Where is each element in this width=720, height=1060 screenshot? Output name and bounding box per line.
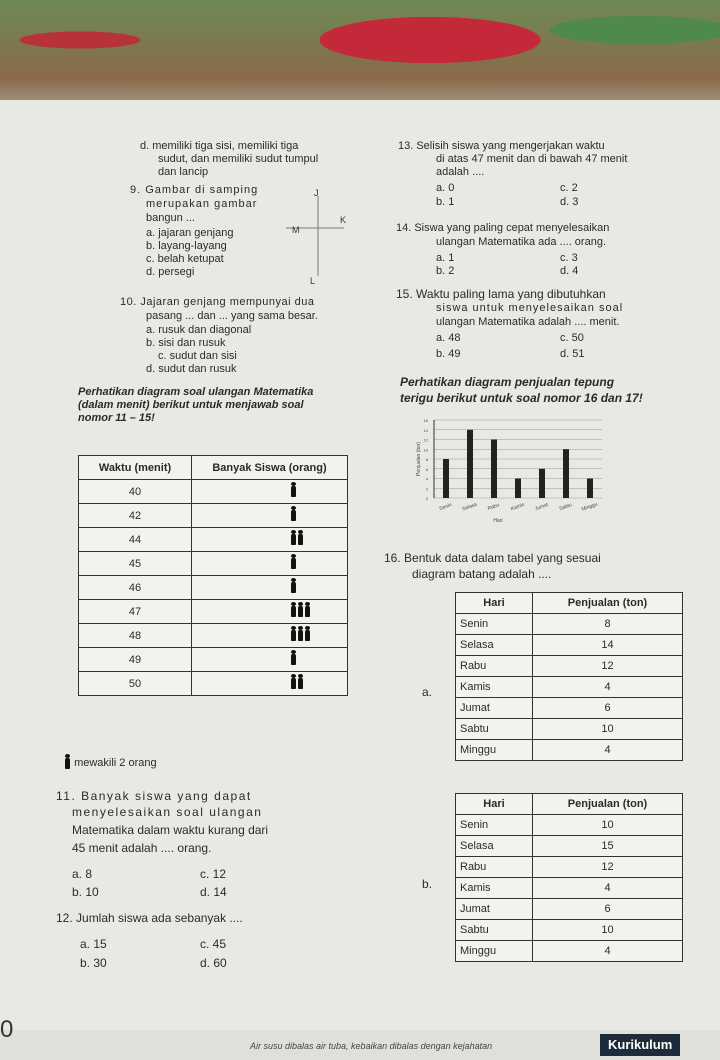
kite-label-k: K: [340, 215, 347, 225]
pictogram-row: [79, 624, 348, 648]
day-cell: Jumat: [456, 698, 533, 719]
day-cell: Kamis: [456, 878, 533, 899]
person-icon: [298, 630, 303, 641]
q13-option-d: d. 3: [560, 196, 579, 208]
q10-option-a: a. rusuk dan diagonal: [146, 324, 252, 336]
table-b-header-day: Hari: [456, 794, 533, 815]
q9-option-a: a. jajaran genjang: [146, 227, 234, 239]
pictogram-header-time: Waktu (menit): [79, 456, 192, 480]
option-a-label: a.: [422, 685, 433, 699]
pictogram-time: 49: [79, 648, 192, 672]
q9-option-c: c. belah ketupat: [146, 253, 224, 265]
person-icon: [291, 510, 296, 521]
q11-option-d: d. 14: [200, 885, 227, 899]
y-tick-label: 2: [425, 486, 428, 492]
day-cell: Senin: [456, 815, 533, 836]
pictogram-time: 50: [79, 672, 192, 696]
instruction-bar-chart-line2: terigu berikut untuk soal nomor 16 dan 17!: [400, 391, 643, 405]
table-row: [456, 614, 683, 635]
sales-cell: 4: [533, 941, 683, 962]
q8-option-d-line3: dan lancip: [158, 166, 209, 178]
curriculum-badge: Kurikulum: [600, 1034, 680, 1056]
instruction-bar-chart: Perhatikan diagram penjualan tepung: [400, 375, 615, 389]
pictogram-count: [192, 504, 348, 528]
day-cell: Selasa: [456, 836, 533, 857]
q9-question-line2: merupakan gambar: [146, 198, 258, 210]
pictogram-count: [192, 624, 348, 648]
q14-question-line2: ulangan Matematika ada .... orang.: [436, 236, 606, 248]
q9-option-d: d. persegi: [146, 266, 195, 278]
person-icon: [298, 534, 303, 545]
table-row: [456, 836, 683, 857]
day-cell: Rabu: [456, 857, 533, 878]
q11-question-line4: 45 menit adalah .... orang.: [72, 841, 212, 855]
bar-senin: [443, 459, 449, 498]
q15-option-a: a. 48: [436, 332, 461, 344]
kite-label-l: L: [310, 276, 316, 286]
q11-question-line3: Matematika dalam waktu kurang dari: [72, 823, 269, 837]
pictogram-count: [192, 552, 348, 576]
instruction-pictogram-line3: nomor 11 – 15!: [78, 412, 155, 424]
person-icon: [291, 630, 296, 641]
q13-option-a: a. 0: [436, 182, 455, 194]
q12-question: 12. Jumlah siswa ada sebanyak ....: [56, 911, 243, 925]
pictogram-row: [79, 480, 348, 504]
q11-question-line2: menyelesaikan soal ulangan: [72, 805, 263, 819]
person-icon: [291, 678, 296, 689]
x-tick-label: Rabu: [487, 502, 501, 512]
table-row: [456, 878, 683, 899]
person-icon: [291, 582, 296, 593]
y-tick-label: 6: [425, 466, 428, 472]
person-icon: [291, 486, 296, 497]
instruction-pictogram: Perhatikan diagram soal ulangan Matematika: [78, 386, 314, 398]
sales-cell: 10: [533, 920, 683, 941]
q12-option-c: c. 45: [200, 937, 227, 951]
q15-question: 15. Waktu paling lama yang dibutuhkan: [396, 287, 606, 301]
bar-sabtu: [563, 449, 569, 498]
sales-cell: 10: [533, 815, 683, 836]
q15-question-line2: siswa untuk menyelesaikan soal: [436, 302, 624, 314]
pictogram-time: 47: [79, 600, 192, 624]
table-row: [456, 698, 683, 719]
pictogram-count: [192, 600, 348, 624]
person-icon: [291, 606, 296, 617]
q11-option-a: a. 8: [72, 867, 93, 881]
pictogram-count: [192, 528, 348, 552]
table-option-a: [455, 592, 683, 761]
x-tick-label: Selasa: [461, 501, 478, 513]
sales-cell: 12: [533, 656, 683, 677]
pictogram-row: [79, 648, 348, 672]
table-row: [456, 635, 683, 656]
q10-option-b: b. sisi dan rusuk: [146, 337, 226, 349]
sales-cell: 14: [533, 635, 683, 656]
q9-question-line3: bangun ...: [146, 212, 195, 224]
q14-option-a: a. 1: [436, 252, 455, 264]
y-tick-label: 16: [423, 418, 428, 423]
pictogram-table: [78, 455, 348, 696]
q12-option-d: d. 60: [200, 956, 227, 970]
kite-label-m: M: [292, 225, 300, 235]
q13-option-b: b. 1: [436, 196, 455, 208]
q9-option-b: b. layang-layang: [146, 240, 227, 252]
pictogram-time: 45: [79, 552, 192, 576]
x-tick-label: Sabtu: [558, 502, 573, 513]
bar-chart: [390, 410, 620, 545]
q8-option-d-line2: sudut, dan memiliki sudut tumpul: [158, 153, 319, 165]
person-icon: [305, 606, 310, 617]
footer-proverb: Air susu dibalas air tuba, kebaikan dibalas dengan kejahatan: [250, 1041, 493, 1051]
sales-cell: 10: [533, 719, 683, 740]
table-row: [456, 815, 683, 836]
q14-option-c: c. 3: [560, 252, 578, 264]
table-option-b: [455, 793, 683, 962]
day-cell: Jumat: [456, 899, 533, 920]
kite-label-j: J: [314, 188, 319, 198]
bar-selasa: [467, 430, 473, 498]
q10-question: 10. Jajaran genjang mempunyai dua: [120, 296, 315, 308]
table-row: [456, 941, 683, 962]
pictogram-count: [192, 648, 348, 672]
q12-option-b: b. 30: [80, 956, 107, 970]
q14-question: 14. Siswa yang paling cepat menyelesaikan: [396, 222, 610, 234]
q11-option-c: c. 12: [200, 867, 227, 881]
table-row: [456, 719, 683, 740]
pictogram-time: 42: [79, 504, 192, 528]
y-axis-label: Penjualan (ton): [416, 442, 422, 476]
pictogram-row: [79, 600, 348, 624]
pictogram-count: [192, 576, 348, 600]
y-tick-label: 4: [425, 476, 428, 482]
q11-question: 11. Banyak siswa yang dapat: [56, 789, 252, 803]
day-cell: Sabtu: [456, 920, 533, 941]
pictogram-row: [79, 504, 348, 528]
q15-question-line3: ulangan Matematika adalah .... menit.: [436, 316, 620, 328]
q8-option-d: d. memiliki tiga sisi, memiliki tiga: [140, 140, 299, 152]
sales-cell: 15: [533, 836, 683, 857]
table-row: [456, 656, 683, 677]
y-tick-label: 12: [423, 437, 428, 443]
bar-rabu: [491, 440, 497, 499]
pictogram-row: [79, 576, 348, 600]
q14-option-b: b. 2: [436, 265, 455, 277]
y-tick-label: 14: [423, 427, 428, 433]
pictogram-row: [79, 528, 348, 552]
q15-option-b: b. 49: [436, 348, 461, 360]
sales-cell: 8: [533, 614, 683, 635]
q13-question: 13. Selisih siswa yang mengerjakan waktu: [398, 140, 605, 152]
q11-option-b: b. 10: [72, 885, 99, 899]
instruction-pictogram-line2: (dalam menit) berikut untuk menjawab soal: [78, 399, 304, 411]
pictogram-legend-text: mewakili 2 orang: [74, 757, 157, 769]
pictogram-row: [79, 552, 348, 576]
y-tick-label: 8: [425, 457, 428, 462]
x-tick-label: Minggu: [580, 501, 599, 513]
q13-option-c: c. 2: [560, 182, 578, 194]
table-row: [456, 857, 683, 878]
day-cell: Rabu: [456, 656, 533, 677]
person-icon: [291, 558, 296, 569]
page-number: 0: [0, 1016, 14, 1043]
x-tick-label: Kamis: [510, 501, 526, 513]
day-cell: Minggu: [456, 941, 533, 962]
y-tick-label: 0: [425, 496, 428, 501]
x-tick-label: Senin: [438, 502, 453, 513]
sales-cell: 4: [533, 878, 683, 899]
person-icon: [305, 630, 310, 641]
person-icon: [65, 758, 70, 769]
pictogram-legend: [64, 757, 157, 769]
pictogram-header-count: Banyak Siswa (orang): [192, 456, 348, 480]
bar-minggu: [587, 479, 593, 499]
table-row: [456, 677, 683, 698]
table-row: [456, 740, 683, 761]
pictogram-time: 40: [79, 480, 192, 504]
sales-cell: 6: [533, 698, 683, 719]
day-cell: Kamis: [456, 677, 533, 698]
x-axis-label: Hari: [493, 518, 503, 524]
person-icon: [291, 534, 296, 545]
day-cell: Sabtu: [456, 719, 533, 740]
table-b-header-sales: Penjualan (ton): [533, 794, 683, 815]
day-cell: Minggu: [456, 740, 533, 761]
pictogram-time: 46: [79, 576, 192, 600]
pictogram-count: [192, 672, 348, 696]
pictogram-row: [79, 672, 348, 696]
table-row: [456, 899, 683, 920]
q10-option-d: d. sudut dan rusuk: [146, 363, 237, 375]
q14-option-d: d. 4: [560, 265, 579, 277]
bar-kamis: [515, 479, 521, 499]
sales-cell: 4: [533, 677, 683, 698]
day-cell: Selasa: [456, 635, 533, 656]
table-a-header-sales: Penjualan (ton): [533, 593, 683, 614]
q13-question-line2: di atas 47 menit dan di bawah 47 menit: [436, 153, 628, 165]
q15-option-d: d. 51: [560, 348, 585, 360]
person-icon: [298, 678, 303, 689]
q13-question-line3: adalah ....: [436, 166, 485, 178]
q16-question-line2: diagram batang adalah ....: [412, 567, 552, 581]
y-tick-label: 10: [423, 447, 428, 453]
person-icon: [298, 606, 303, 617]
pictogram-time: 44: [79, 528, 192, 552]
kite-figure: [278, 188, 348, 288]
q10-question-line2: pasang ... dan ... yang sama besar.: [146, 310, 318, 322]
q15-option-c: c. 50: [560, 332, 584, 344]
q12-option-a: a. 15: [80, 937, 107, 951]
x-tick-label: Jumat: [534, 501, 550, 513]
q9-question: 9. Gambar di samping: [130, 184, 259, 196]
person-icon: [291, 654, 296, 665]
bar-jumat: [539, 469, 545, 498]
sales-cell: 12: [533, 857, 683, 878]
pictogram-count: [192, 480, 348, 504]
day-cell: Senin: [456, 614, 533, 635]
q16-question: 16. Bentuk data dalam tabel yang sesuai: [384, 551, 601, 565]
sales-cell: 4: [533, 740, 683, 761]
pictogram-time: 48: [79, 624, 192, 648]
option-b-label: b.: [422, 877, 433, 891]
sales-cell: 6: [533, 899, 683, 920]
q10-option-c: c. sudut dan sisi: [158, 350, 237, 362]
table-row: [456, 920, 683, 941]
table-a-header-day: Hari: [456, 593, 533, 614]
